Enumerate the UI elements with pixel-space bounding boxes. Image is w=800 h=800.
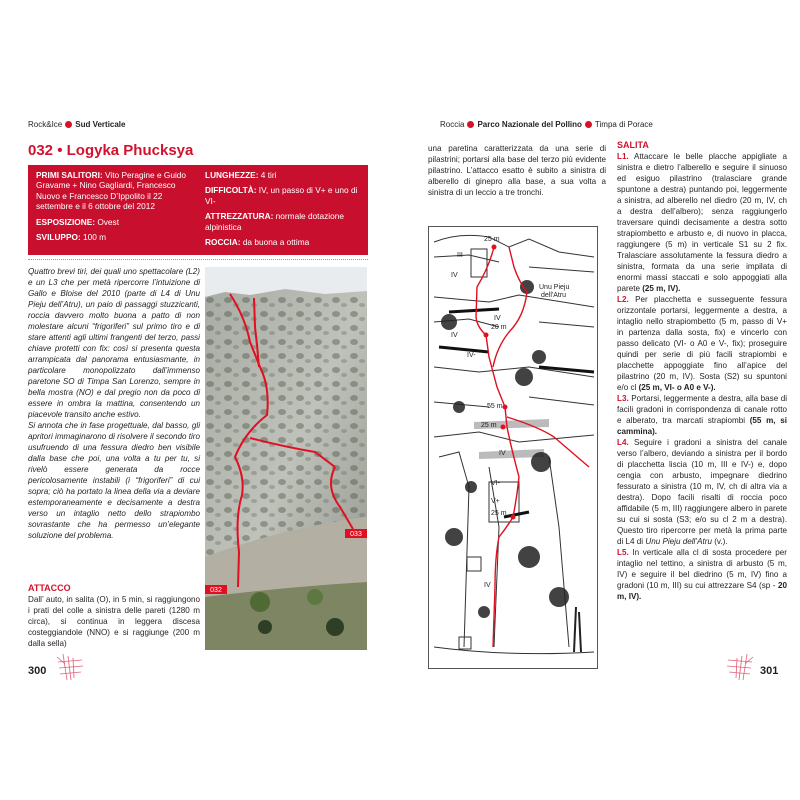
svg-text:IV: IV — [499, 450, 506, 457]
pitch-l1: L1. Attaccare le belle placche appigliate a sinistra e dietro l’alberello e seguire il sinuoso ed esiguo pilastrino (tralasciare grande spuntone a destra) puntando poi, leggermente a sinistra, ad alberello nel diedro (20 m, IV, ch a destra dell’albero); senza raggiungerlo traversare quindi decisamente a destra sotto strapiombetto e arbusto e, di nuovo in placca, raggiungere (5 m) in verticale S1 su 2 fix. Tralasciare assolutamente la fessura diedro a sinistra, formata da una serie impilata di enormi massi staccati e solo appoggiati alla parete (25 m, IV). — [617, 152, 787, 293]
route-topo-diagram — [428, 226, 598, 669]
svg-text:IV: IV — [451, 332, 458, 339]
svg-text:IV: IV — [494, 315, 501, 322]
svg-text:V+: V+ — [491, 498, 500, 505]
attacco-section — [28, 583, 200, 649]
bullet-dot-icon — [467, 121, 474, 128]
route-tag-033-label: 033 — [350, 531, 362, 538]
info-difficolta: DIFFICOLTÀ: IV, un passo di V+ e uno di VI- — [205, 185, 358, 206]
svg-text:55 m: 55 m — [487, 403, 503, 410]
pitch-l2: L2. Per placchetta e susseguente fessura orizzontale portarsi, leggermente a destra, a intaglio nello strapiombetto (5 m, passo di V+ in partenza dalla sosta, fix) e vincerlo con passo delicato (VI- o A0 e V-, fix); proseguire quindi per serie di più facili strapiombi e placchette appoggiate fino all’apice del pilastrino (20 m, IV). Sosta (S2) su spuntoni e/o cl (25 m, VI- o A0 e V-). — [617, 295, 787, 392]
svg-text:dell'Atru: dell'Atru — [541, 292, 567, 299]
page-number-right: 301 — [760, 665, 779, 677]
pitch-l4: L4. Seguire i gradoni a sinistra del canale verso l’albero, deviando a sinistra per il bordo di placchetta liscia (10 m, III e IV-) e, dopo cengia con arbusto, impegnare diedrino fessurato a sinistra (10 m, IV, ch di altra via a destra). Dopo facili risalti di roccia poco affidabile (5 m, III) raggiungere albero in parete su cui si sosta (S3; e/o su cl 2 m a destra). Questo tiro ripercorre per metà la prima parte di L4 di Unu Pieju dell’Atru (v.). — [617, 438, 787, 546]
category-name: Roccia — [440, 120, 465, 129]
topo-labels — [451, 236, 569, 589]
info-column-right — [205, 170, 365, 252]
pitch-l5: L5. In verticale alla cl di sosta procedere per intaglio nel tettino, a sinistra di arbusto (5 m, IV) e seguire il bel diedrino (5 m, IV) fino a gradoni (10 m, III) su cui attrezzare S4 (sp - 20 m, IV). — [617, 548, 787, 601]
intro-paragraph-2: Si annota che in fase progettuale, dal basso, gli apritori immaginarono di risolvere il secondo tiro usufruendo di una fessura diedro ben visibile dalla base che poi, una volta a tu per tu, si rivelò essere generata da rocce pericolosamente instabili (i “frigoriferi” di cui sopra; ciò ha portato la linea della via a deviare estemporaneamente e decisamente a destra verso un intaglio netto dello strapiombo sovrastante che ha permesso un’elegante soluzione del problema. — [28, 421, 200, 540]
route-number: 032 — [28, 142, 54, 159]
route-tag-032-label: 032 — [210, 587, 222, 594]
info-attrezzatura: ATTREZZATURA: normale dotazione alpinistica — [205, 211, 344, 232]
svg-text:Unu Pieju: Unu Pieju — [539, 284, 570, 291]
intro-paragraph-1: Quattro brevi tiri, dei quali uno spettacolare (L2) e un L3 che per metà ripercorre l’intuizione di Gallo e Bloise del 2010 (parte di L4 di Unu Pieju dell’Atru), un paio di passaggi stuzzicanti, roccia davvero molto buona a patto di non molestare alcuni “frigoriferi” sul primo tiro e di stare attenti agli ultimi frangenti del terzo, passi chiave protetti con fix: così si presenta questa arrampicata dal panorama entusiasmante, in particolare monopolizzato dall’immenso paretone SO di Timpa San Lorenzo, sempre in bella mostra (NO) e dal pregio non da poco di essere in ombra la mattina, consentendo un piacevole transito anche estivo. — [28, 267, 200, 419]
bullet-dot-icon — [585, 121, 592, 128]
info-column-left — [36, 170, 196, 247]
rock-outlines — [434, 235, 594, 653]
crag-photo — [205, 267, 367, 650]
topo-route-lines — [476, 247, 589, 647]
info-lunghezze: LUNGHEZZE: 4 tiri — [205, 170, 277, 180]
info-roccia: ROCCIA: da buona a ottima — [205, 237, 310, 248]
pitch-l3: L3. Portarsi, leggermente a destra, alla base di facili gradoni in corrispondenza di canale rotto e alberato, tra marcati strapiombi (55 m, si cammina). — [617, 394, 787, 436]
place-name: Timpa di Porace — [594, 120, 653, 129]
page-number-left: 300 — [28, 665, 47, 677]
route-name: Logyka Phucksya — [66, 142, 194, 159]
running-head-left — [28, 120, 125, 129]
intro-text — [28, 266, 200, 541]
svg-text:IV: IV — [484, 582, 491, 589]
approach-continued-text: una paretina caratterizzata da una serie di pilastrini; portarsi alla base del terzo più evidente pilastrino. L’attacco esatto è subito a sinistra di alberello di ginepro alla base, a sua volta a sinistra di un leccio a tre tronchi. — [428, 144, 606, 197]
park-name: Parco Nazionale del Pollino — [477, 120, 582, 129]
bullet-dot-icon — [65, 121, 72, 128]
svg-text:25 m: 25 m — [484, 236, 500, 243]
route-info-box — [28, 165, 368, 255]
salita-section — [617, 140, 787, 602]
climbing-net-logo-icon — [725, 652, 755, 682]
svg-text:20 m: 20 m — [491, 324, 507, 331]
climbing-net-logo-icon — [55, 652, 85, 682]
svg-text:VI-: VI- — [491, 480, 500, 487]
running-head-right — [440, 120, 653, 129]
info-sviluppo: SVILUPPO: 100 m — [36, 232, 107, 243]
svg-text:III: III — [457, 252, 463, 259]
attacco-heading: ATTACCO — [28, 583, 71, 593]
svg-text:IV-: IV- — [467, 352, 476, 359]
route-title — [28, 142, 193, 159]
approach-continued — [428, 143, 606, 198]
title-bullet: • — [57, 142, 67, 159]
divider — [28, 259, 368, 260]
info-esposizione: ESPOSIZIONE: Ovest — [36, 216, 119, 227]
salita-heading: SALITA — [617, 140, 649, 150]
series-name: Rock&Ice — [28, 120, 63, 129]
section-name: Sud Verticale — [75, 120, 126, 129]
attacco-text: Dall’ auto, in salita (O), in 5 min, si raggiungono i prati del colle a sinistra delle pareti (1280 m circa), si continua in leggera discesa costeggiandole (NNO) e si raggiunge (200 m dalla sella) — [28, 595, 200, 648]
svg-text:25 m: 25 m — [481, 422, 497, 429]
svg-text:25 m: 25 m — [491, 510, 507, 517]
info-primi-salitori: PRIMI SALITORI: Vito Peragine e Guido Gravame + Nino Gagliardi, Francesco Nuovo e Francesco D’Ippolito il 22 settembre e il 6 ottobre del 2012 — [36, 170, 187, 212]
svg-text:IV: IV — [451, 272, 458, 279]
